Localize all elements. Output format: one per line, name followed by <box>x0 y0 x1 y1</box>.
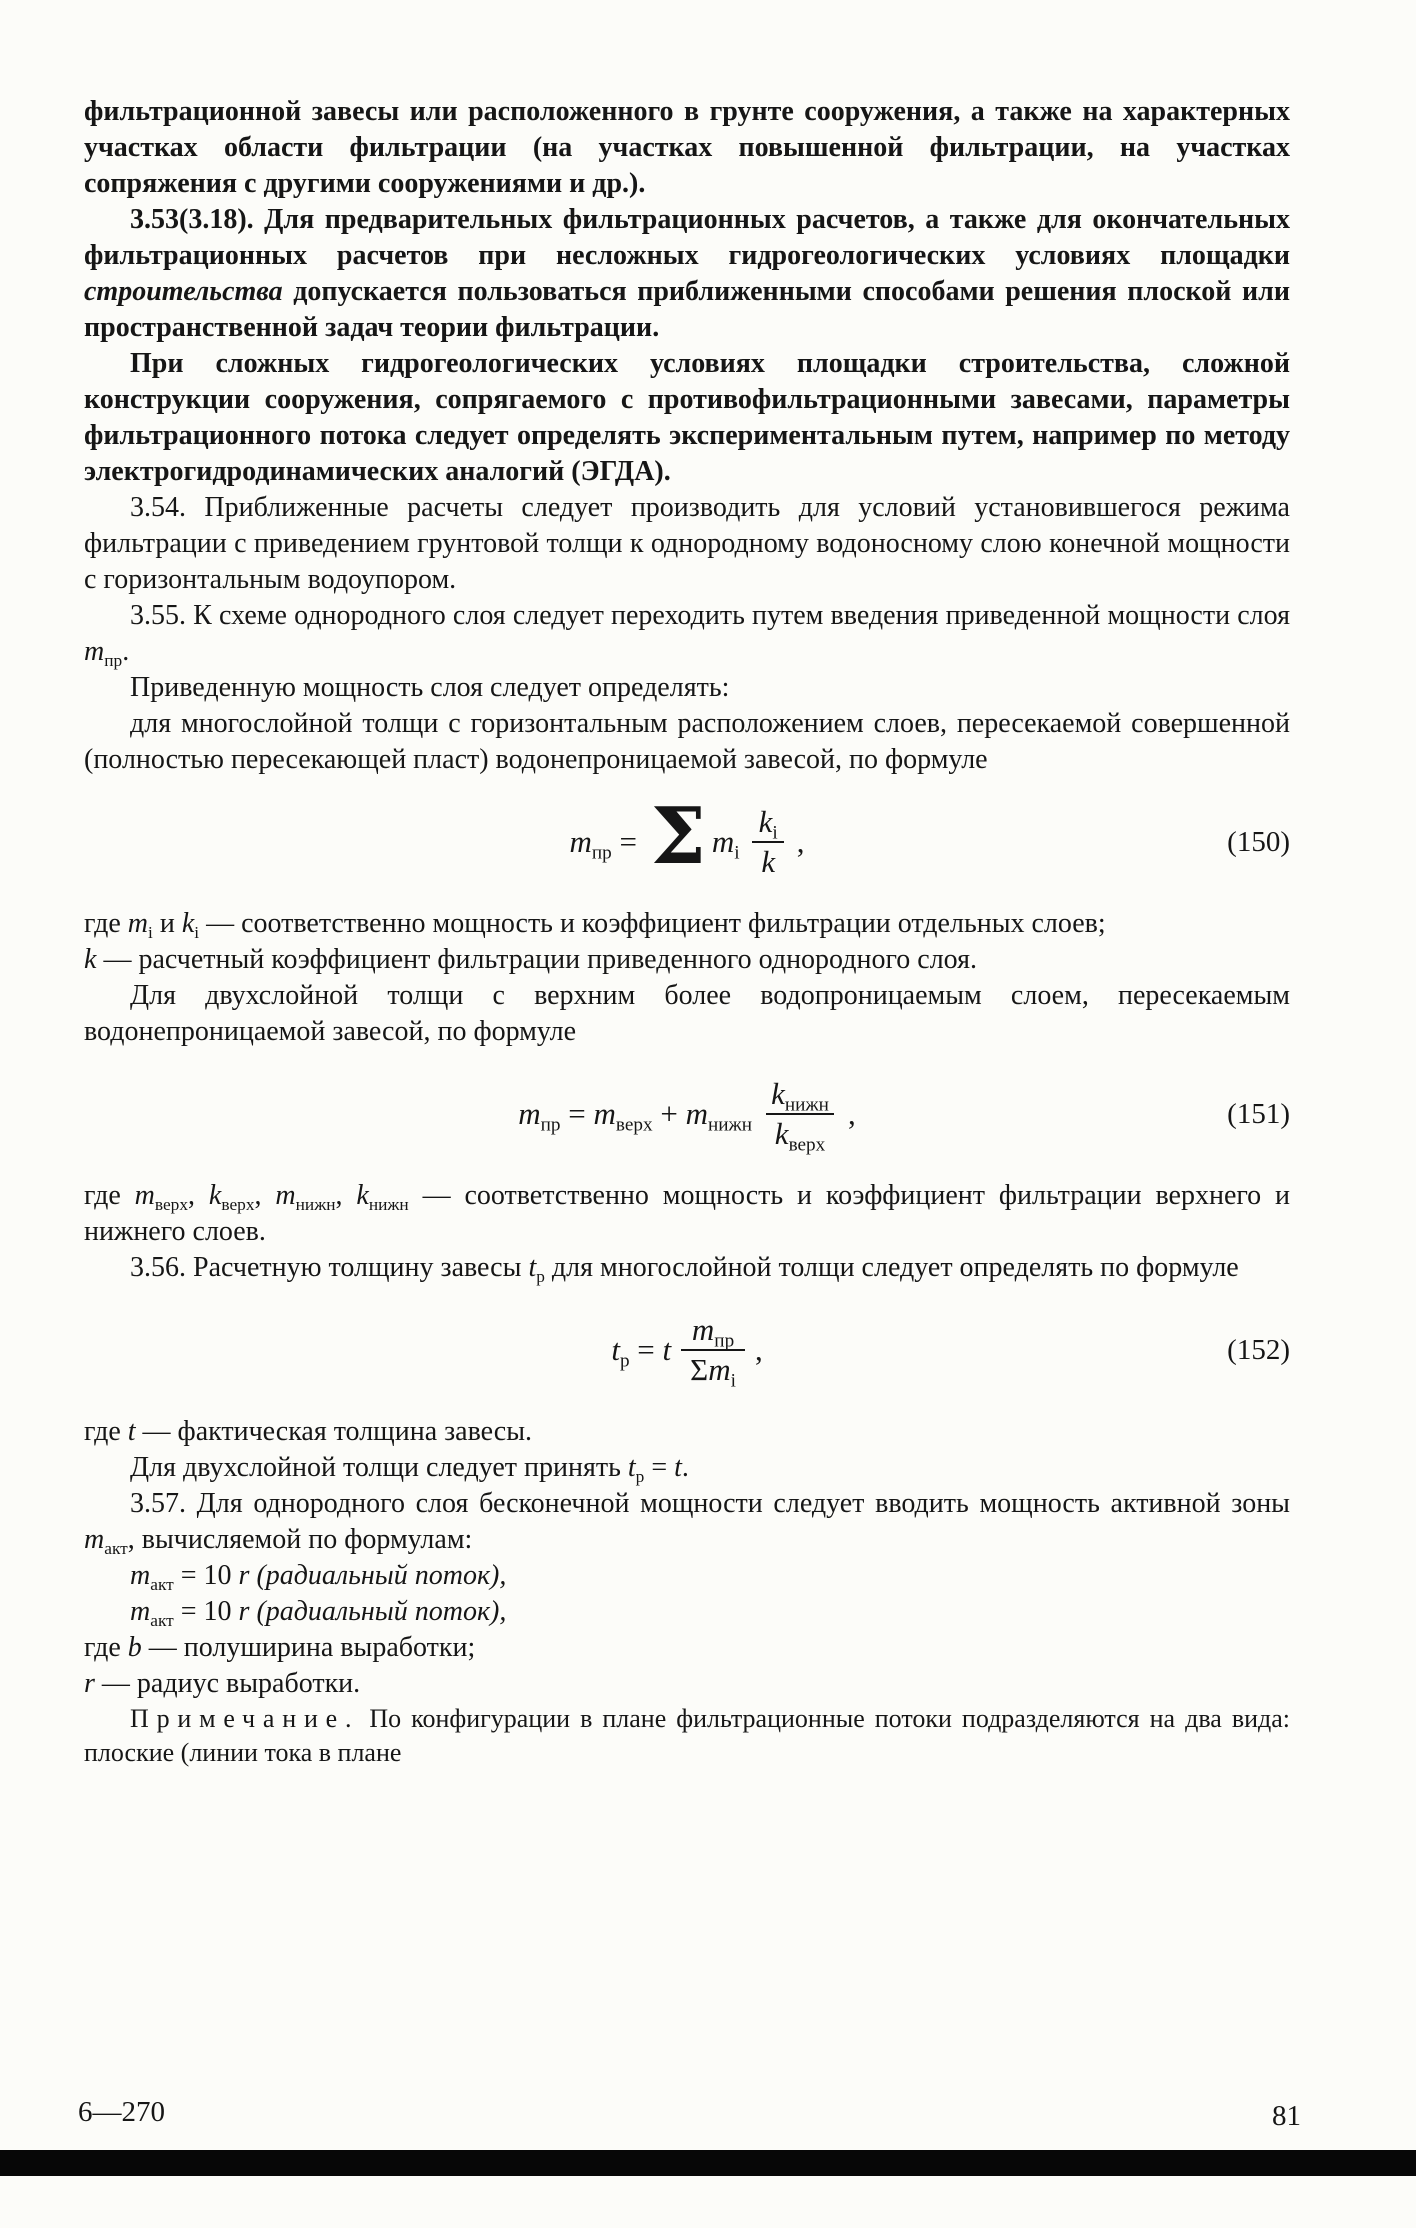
italic-text: строительства <box>84 276 283 307</box>
text-run: , <box>796 824 805 859</box>
paragraph-22: r — радиус выработки. <box>84 1668 361 1699</box>
subscript: верх <box>221 1195 255 1215</box>
subscript: р <box>635 1467 645 1487</box>
italic-text: $k_{верх}$ <box>774 1116 826 1156</box>
italic-text: $k_{верх}$ <box>208 1180 255 1215</box>
paragraph-17: Для двухслойной толщи следует принять $t_р = t$. <box>130 1452 689 1487</box>
subscript: i <box>734 842 740 864</box>
document-body <box>84 94 1290 1770</box>
numerator <box>750 803 787 845</box>
italic-text: $m_{пр}$ <box>691 1312 735 1353</box>
paragraph-7: для многослойной толщи с горизонтальным расположением слоев, пересекаемой совершенной (полностью пересекающей пласт) водонепроницаемой завесой, по формуле <box>84 708 1290 775</box>
paragraph-18: 3.57. Для однородного слоя бесконечной мощности следует вводить мощность активной зоны $m_{акт}$, вычисляемой по формулам: <box>84 1488 1290 1559</box>
subscript: пр <box>714 1331 735 1353</box>
italic-text: $t_р$ <box>611 1332 630 1372</box>
subscript: i <box>194 923 200 943</box>
italic-text: $m_i$ <box>711 824 740 864</box>
subscript: пр <box>591 842 612 864</box>
text-run: = <box>611 824 645 859</box>
subscript: нижн <box>707 1114 753 1136</box>
italic-text: r <box>238 1560 250 1591</box>
subscript: акт <box>104 1539 128 1559</box>
fraction <box>681 1311 745 1392</box>
subscript: р <box>619 1350 630 1372</box>
formula-150 <box>84 788 1290 896</box>
italic-text: $m_{верх}$ <box>593 1096 653 1136</box>
paragraph-11: Для двухслойной толщи с верхним более водопроницаемым слоем, пересекаемым водонепроницаемой завесой, по формуле <box>84 980 1290 1047</box>
italic-text: $m_{пр}$ <box>84 636 123 671</box>
italic-text: $t_р$ <box>627 1452 645 1487</box>
paragraph-13: где $m_{верх}$, $k_{верх}$, $m_{нижн}$, $k_{нижн}$ — соответственно мощность и коэффициент фильтрации верхнего и нижнего слоев. <box>84 1180 1291 1247</box>
subscript: верх <box>154 1195 189 1215</box>
subscript: i <box>148 923 153 943</box>
text-run: , <box>754 1332 763 1367</box>
scan-edge-artifact <box>0 2150 1416 2176</box>
subscript: р <box>536 1267 545 1287</box>
italic-text: $m_{пр}$ <box>569 824 612 864</box>
paragraph-20: $m_{акт} = 10$ r (радиальный поток), <box>130 1596 507 1631</box>
italic-text: b <box>127 1632 142 1663</box>
text-run: Примечание. <box>130 1704 360 1733</box>
equation-number: (151) <box>1227 1098 1290 1130</box>
italic-text: $m_{акт}$ <box>130 1596 174 1631</box>
denominator <box>766 1113 834 1156</box>
italic-text: r <box>84 1668 95 1699</box>
italic-text: $m_{акт}$ <box>130 1560 174 1595</box>
paragraph-5: 3.55. К схеме однородного слоя следует переходить путем введения приведенной мощности слоя $m_{пр}$. <box>84 600 1290 671</box>
subscript: акт <box>150 1575 174 1595</box>
subscript: верх <box>615 1114 653 1136</box>
italic-text: $k_{нижн}$ <box>771 1076 829 1117</box>
subscript: верх <box>788 1134 826 1156</box>
formula-151 <box>84 1060 1290 1168</box>
page-number: 81 <box>1272 2100 1301 2132</box>
subscript: i <box>730 1370 736 1392</box>
italic-text: $m_i$ <box>127 908 153 943</box>
paragraph-6: Приведенную мощность слоя следует определять: <box>130 672 730 703</box>
paragraph-23: Примечание. По конфигурации в плане фильтрационные потоки подразделяются на два вида: плоские (линии тока в плане <box>84 1704 1290 1767</box>
italic-text: $k_{нижн}$ <box>356 1180 409 1215</box>
italic-text: t <box>674 1452 682 1483</box>
equation-number: (150) <box>1227 826 1290 858</box>
italic-text: $m_{нижн}$ <box>275 1180 336 1215</box>
denominator <box>681 1349 745 1392</box>
paragraph-2: 3.53(3.18). Для предварительных фильтрационных расчетов, а также для окончательных фильтрационных расчетов при несложных гидрогеологических условиях площадки строительства допускается пользоваться приближенными способами решения плоской или пространственной задач теории фильтрации. <box>84 204 1290 343</box>
italic-text: $k_i$ <box>758 804 778 845</box>
text-run: , <box>847 1096 856 1131</box>
italic-text: (радиальный поток), <box>256 1596 507 1627</box>
equation <box>518 1075 856 1156</box>
subscript: пр <box>540 1114 561 1136</box>
italic-text: $m_{нижн}$ <box>685 1096 753 1136</box>
italic-text: k <box>84 944 97 975</box>
italic-text: t <box>127 1416 136 1447</box>
text-run: = <box>629 1332 663 1367</box>
text-run: + <box>652 1096 686 1131</box>
subscript: акт <box>150 1611 174 1631</box>
paragraph-4: 3.54. Приближенные расчеты следует производить для условий установившегося режима фильтрации с приведением грунтовой толщи к однородному водоносному слою конечной мощности с горизонтальным водоупором. <box>84 492 1290 595</box>
subscript: i <box>772 823 778 845</box>
paragraph-9: где $m_i$ и $k_i$ — соответственно мощность и коэффициент фильтрации отдельных слоев; <box>84 908 1106 943</box>
italic-text: $m_{пр}$ <box>518 1096 561 1136</box>
paragraph-10: k — расчетный коэффициент фильтрации приведенного однородного слоя. <box>84 944 978 975</box>
italic-text: $m_{акт}$ <box>84 1524 128 1559</box>
fraction <box>762 1075 838 1156</box>
subscript: нижн <box>784 1095 829 1117</box>
subscript: пр <box>104 651 123 671</box>
numerator <box>683 1311 743 1353</box>
paragraph-14: 3.56. Расчетную толщину завесы $t_р$ для многослойной толщи следует определять по формуле <box>130 1252 1239 1287</box>
text-run: Σ <box>690 1352 709 1387</box>
print-signature: 6—270 <box>78 2096 165 2128</box>
text-run: = <box>560 1096 594 1131</box>
equation-number: (152) <box>1227 1334 1290 1366</box>
formula-152 <box>84 1296 1290 1404</box>
subscript: нижн <box>368 1195 409 1215</box>
italic-text: $m_i$ <box>708 1352 736 1392</box>
denominator <box>752 841 784 881</box>
equation <box>611 1311 763 1392</box>
equation <box>569 790 805 882</box>
paragraph-16: где t — фактическая толщина завесы. <box>84 1416 533 1447</box>
sigma-sum-symbol: Σ <box>650 790 706 882</box>
paragraph-21: где b — полуширина выработки; <box>84 1632 476 1663</box>
italic-text: t <box>662 1332 672 1367</box>
fraction <box>750 803 787 880</box>
italic-text: r <box>238 1596 250 1627</box>
italic-text: $m_{верх}$ <box>134 1180 189 1215</box>
italic-text: $k_i$ <box>181 908 200 943</box>
paragraph-19: $m_{акт} = 10$ r (радиальный поток), <box>130 1560 507 1595</box>
italic-text: k <box>761 844 776 879</box>
numerator <box>762 1075 838 1117</box>
subscript: нижн <box>295 1195 336 1215</box>
italic-text: $t_р$ <box>528 1252 545 1287</box>
paragraph-1: фильтрационной завесы или расположенного в грунте сооружения, а также на характерных участках области фильтрации (на участках повышенной фильтрации, на участках сопряжения с другими сооружениями и др.). <box>84 96 1290 199</box>
italic-text: (радиальный поток), <box>256 1560 507 1591</box>
paragraph-3: При сложных гидрогеологических условиях площадки строительства, сложной конструкции сооружения, сопрягаемого с противофильтрационными завесами, параметры фильтрационного потока следует определять экспериментальным путем, например по методу электрогидродинамических аналогий (ЭГДА). <box>84 348 1290 487</box>
